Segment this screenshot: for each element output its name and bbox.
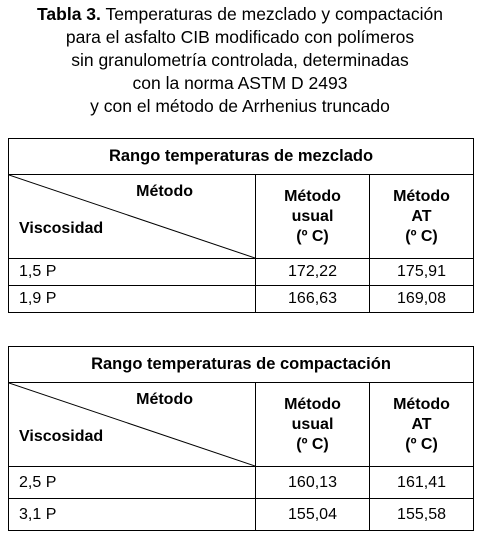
table-row bbox=[9, 467, 474, 499]
table-row bbox=[9, 286, 474, 313]
table-title-row bbox=[9, 347, 474, 383]
row-usual-value: 155,04 bbox=[256, 499, 370, 531]
row-usual-value: 160,13 bbox=[256, 467, 370, 499]
caption-line-3: sin granulometría controlada, determinadas bbox=[71, 50, 409, 70]
caption-text-1: Temperaturas de mezclado y compactación bbox=[105, 4, 443, 24]
header-at-line-3: (º C) bbox=[405, 227, 438, 245]
row-viscosity: 1,9 P bbox=[9, 286, 256, 313]
table-row bbox=[9, 499, 474, 531]
header-at-line-2: AT bbox=[411, 207, 432, 225]
header-usual-method bbox=[256, 175, 370, 259]
header-at-line-3: (º C) bbox=[405, 435, 438, 453]
caption-label: Tabla 3. bbox=[37, 4, 101, 24]
header-usual-line-1: Método bbox=[284, 395, 341, 413]
header-usual-line-3: (º C) bbox=[296, 435, 329, 453]
caption-line-4: con la norma ASTM D 2493 bbox=[132, 73, 348, 93]
row-viscosity: 2,5 P bbox=[9, 467, 256, 499]
table-row bbox=[9, 259, 474, 286]
caption-line-2: para el asfalto CIB modificado con polímeros bbox=[65, 27, 415, 47]
header-at-line-1: Método bbox=[393, 187, 450, 205]
table-caption bbox=[0, 3, 480, 118]
diagonal-line bbox=[9, 175, 255, 258]
row-usual-value: 166,63 bbox=[256, 286, 370, 313]
header-usual-line-2: usual bbox=[291, 415, 334, 433]
header-at-method bbox=[370, 383, 474, 467]
row-viscosity: 3,1 P bbox=[9, 499, 256, 531]
caption-line-1 bbox=[0, 3, 480, 26]
row-at-value: 175,91 bbox=[370, 259, 474, 286]
header-usual-line-1: Método bbox=[284, 187, 341, 205]
header-usual-line-2: usual bbox=[291, 207, 334, 225]
caption-line-5: y con el método de Arrhenius truncado bbox=[90, 96, 390, 116]
table-title-row bbox=[9, 139, 474, 175]
header-method: Método bbox=[136, 183, 193, 200]
diagonal-header-cell bbox=[9, 383, 256, 467]
row-viscosity: 1,5 P bbox=[9, 259, 256, 286]
header-at-line-2: AT bbox=[411, 415, 432, 433]
compaction-temperature-table bbox=[8, 346, 474, 531]
row-usual-value: 172,22 bbox=[256, 259, 370, 286]
header-usual-method bbox=[256, 383, 370, 467]
diagonal-line bbox=[9, 383, 255, 466]
row-at-value: 155,58 bbox=[370, 499, 474, 531]
header-at-method bbox=[370, 175, 474, 259]
mixing-temperature-table bbox=[8, 138, 474, 313]
table-title: Rango temperaturas de mezclado bbox=[9, 139, 474, 175]
header-viscosity: Viscosidad bbox=[19, 220, 104, 237]
table-header-row bbox=[9, 175, 474, 259]
header-method: Método bbox=[136, 391, 193, 408]
header-at-line-1: Método bbox=[393, 395, 450, 413]
row-at-value: 169,08 bbox=[370, 286, 474, 313]
diagonal-header-cell bbox=[9, 175, 256, 259]
header-viscosity: Viscosidad bbox=[19, 428, 104, 445]
table-header-row bbox=[9, 383, 474, 467]
table-title: Rango temperaturas de compactación bbox=[9, 347, 474, 383]
header-usual-line-3: (º C) bbox=[296, 227, 329, 245]
row-at-value: 161,41 bbox=[370, 467, 474, 499]
